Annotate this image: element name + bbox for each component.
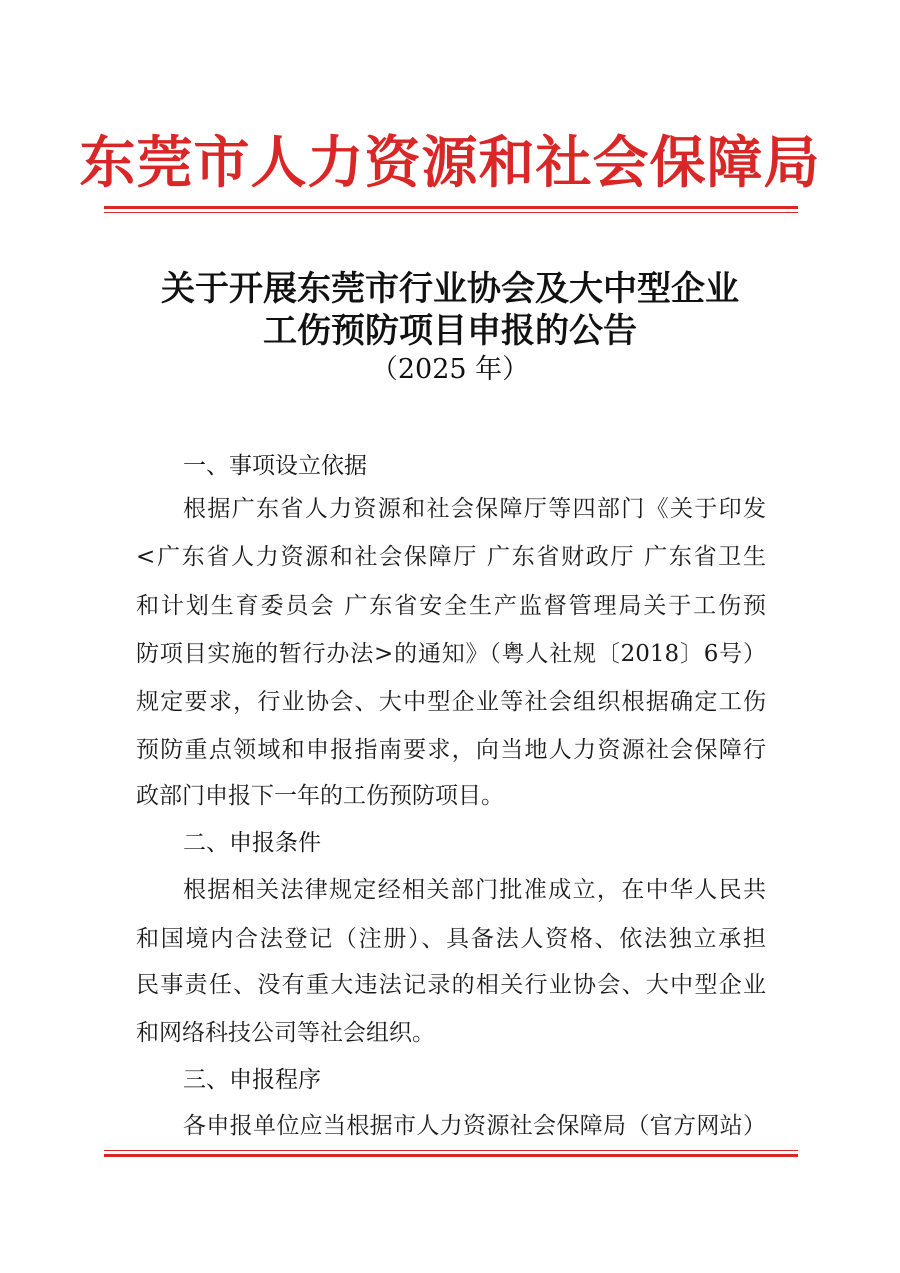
footer-rule-thick xyxy=(104,1154,798,1157)
body-line: 各申报单位应当根据市人力资源社会保障局（官方网站） xyxy=(183,1113,766,1139)
body-line: 防项目实施的暂行办法>的通知》（粤人社规〔2018〕6号） xyxy=(136,641,766,667)
body-line: 政部门申报下一年的工伤预防项目。 xyxy=(136,783,504,809)
body-line: 根据广东省人力资源和社会保障厅等四部门《关于印发 xyxy=(183,496,766,522)
agency-letterhead: 东莞市人力资源和社会保障局 xyxy=(79,130,821,196)
body-line: 和计划生育委员会 广东省安全生产监督管理局关于工伤预 xyxy=(136,593,766,619)
footer-rule-thin xyxy=(104,1150,798,1151)
letterhead-rule-thin xyxy=(104,212,798,213)
notice-title-line-1: 关于开展东莞市行业协会及大中型企业 xyxy=(161,269,739,309)
body-line: 根据相关法律规定经相关部门批准成立，在中华人民共 xyxy=(183,877,766,903)
letterhead-rule-thick xyxy=(104,206,798,209)
notice-title-line-2: 工伤预防项目申报的公告 xyxy=(263,311,637,351)
body-line: 规定要求，行业协会、大中型企业等社会组织根据确定工伤 xyxy=(136,689,766,715)
body-line: 和国境内合法登记（注册）、具备法人资格、依法独立承担 xyxy=(136,926,766,952)
section-heading: 一、事项设立依据 xyxy=(183,453,367,479)
body-line: 预防重点领域和申报指南要求，向当地人力资源社会保障行 xyxy=(136,737,766,763)
section-heading: 二、申报条件 xyxy=(183,830,321,856)
body-line: <广东省人力资源和社会保障厅 广东省财政厅 广东省卫生 xyxy=(136,544,766,570)
section-heading: 三、申报程序 xyxy=(183,1067,321,1093)
notice-year: （2025 年） xyxy=(370,354,530,385)
body-line: 民事责任、没有重大违法记录的相关行业协会、大中型企业 xyxy=(136,972,766,998)
body-line: 和网络科技公司等社会组织。 xyxy=(136,1020,435,1046)
